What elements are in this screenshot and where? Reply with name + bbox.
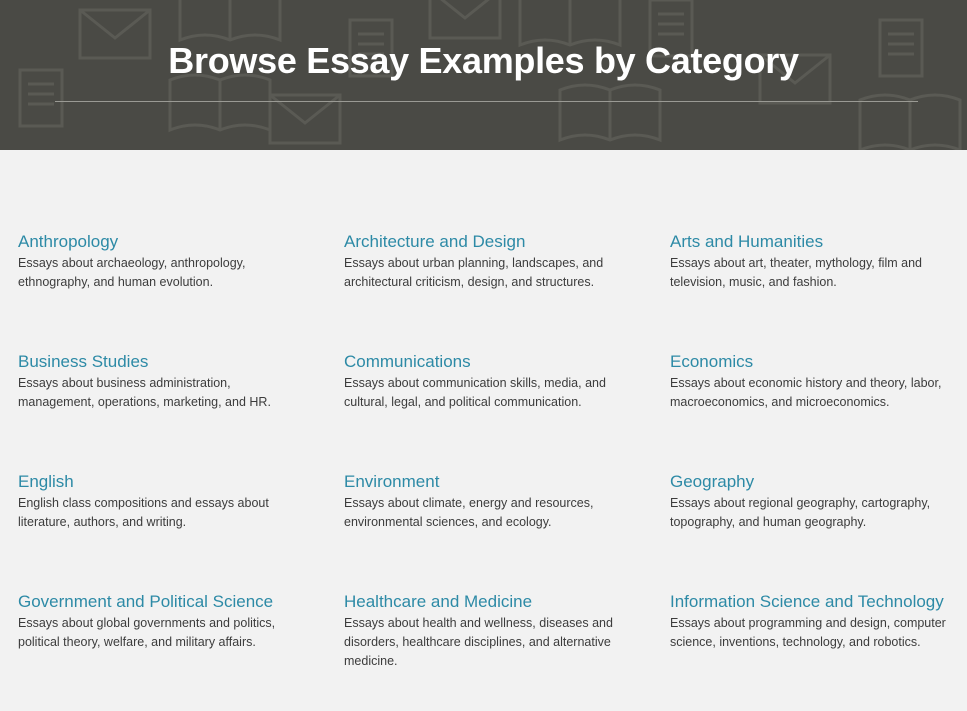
category-link[interactable]: Anthropology — [18, 232, 119, 251]
category-link[interactable]: Architecture and Design — [344, 232, 526, 251]
category-description: Essays about regional geography, cartography, topography, and human geography. — [670, 496, 931, 529]
title-divider — [55, 101, 918, 102]
category-description: Essays about business administration, management, operations, marketing, and HR. — [18, 376, 271, 409]
category-english — [18, 471, 344, 591]
category-arts-and-humanities — [670, 231, 958, 351]
category-communications — [344, 351, 670, 471]
category-description: Essays about economic history and theory, labor, macroeconomics, and microeconomics. — [670, 376, 942, 409]
category-environment — [344, 471, 670, 591]
category-grid — [18, 231, 958, 711]
category-description: English class compositions and essays about literature, authors, and writing. — [18, 496, 269, 529]
category-geography — [670, 471, 958, 591]
category-link[interactable]: English — [18, 472, 74, 491]
page-title: Browse Essay Examples by Category — [168, 40, 799, 81]
category-link[interactable]: Business Studies — [18, 352, 149, 371]
category-link[interactable]: Arts and Humanities — [670, 232, 824, 251]
category-information-science-and-technology — [670, 591, 958, 711]
category-link[interactable]: Communications — [344, 352, 471, 371]
category-description: Essays about archaeology, anthropology, ethnography, and human evolution. — [18, 256, 246, 289]
category-anthropology — [18, 231, 344, 351]
category-description: Essays about health and wellness, diseases and disorders, healthcare disciplines, and alternative medicine. — [344, 616, 613, 668]
category-economics — [670, 351, 958, 471]
category-link[interactable]: Geography — [670, 472, 755, 491]
category-description: Essays about art, theater, mythology, film and television, music, and fashion. — [670, 256, 922, 289]
category-description: Essays about urban planning, landscapes, and architectural criticism, design, and structures. — [344, 256, 604, 289]
category-description: Essays about communication skills, media, and cultural, legal, and political communication. — [344, 376, 606, 409]
category-link[interactable]: Healthcare and Medicine — [344, 592, 533, 611]
category-link[interactable]: Government and Political Science — [18, 592, 274, 611]
hero-banner — [0, 0, 967, 150]
category-description: Essays about global governments and politics, political theory, welfare, and military affairs. — [18, 616, 276, 649]
category-description: Essays about climate, energy and resources, environmental sciences, and ecology. — [344, 496, 594, 529]
category-business-studies — [18, 351, 344, 471]
category-link[interactable]: Economics — [670, 352, 754, 371]
category-architecture-and-design — [344, 231, 670, 351]
category-link[interactable]: Environment — [344, 472, 440, 491]
category-description: Essays about programming and design, computer science, inventions, technology, and robotics. — [670, 616, 946, 649]
category-link[interactable]: Information Science and Technology — [670, 592, 944, 611]
category-healthcare-and-medicine — [344, 591, 670, 711]
category-government-and-political-science — [18, 591, 344, 711]
